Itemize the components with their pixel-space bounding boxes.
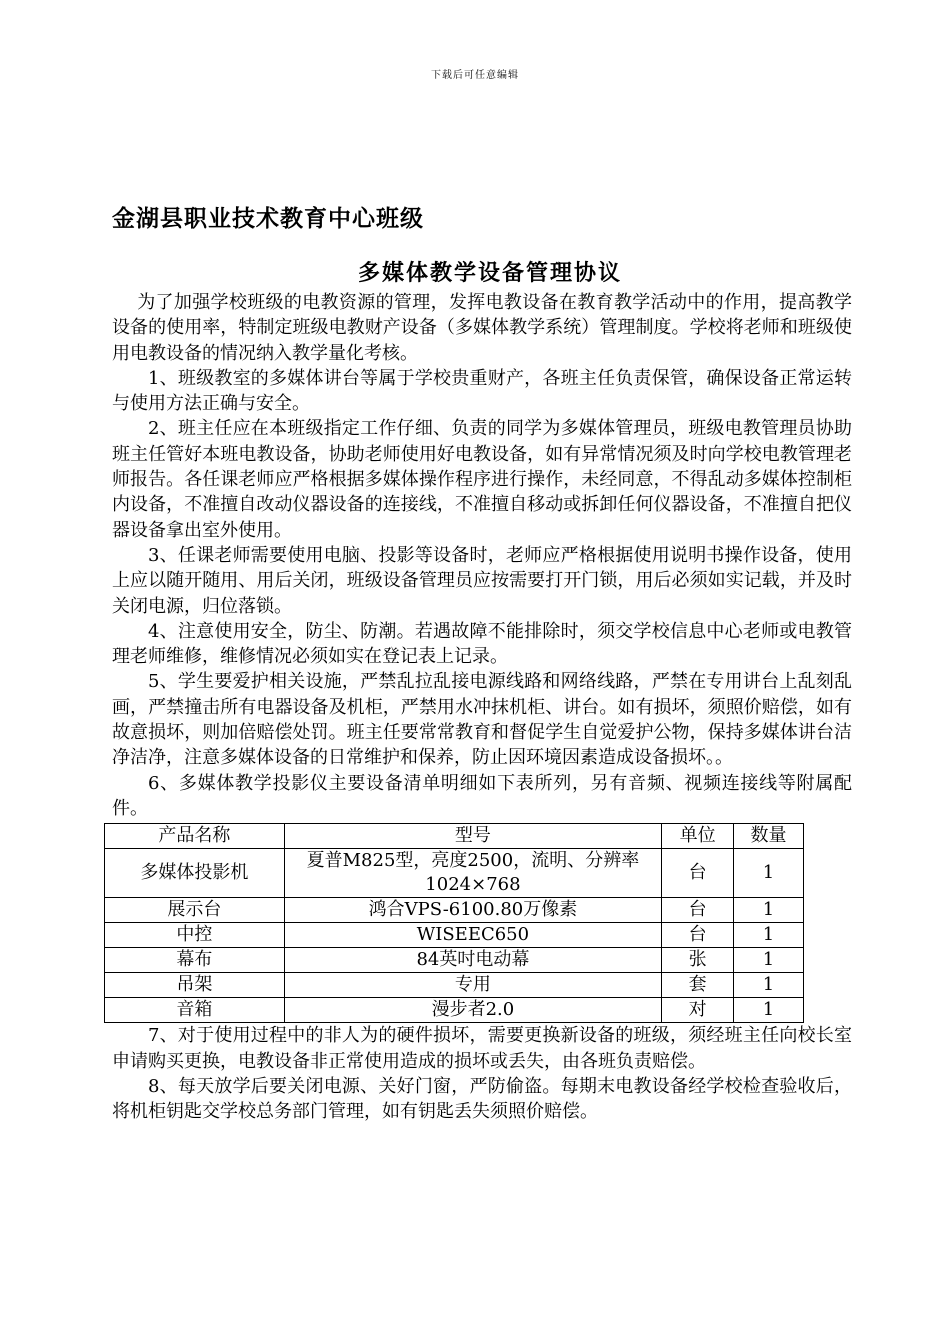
table-row <box>105 948 804 973</box>
header-unit: 单位 <box>662 824 734 849</box>
cell-model: 专用 <box>284 973 661 998</box>
table-row <box>105 973 804 998</box>
cell-model: 鸿合VPS-6100.80万像素 <box>284 898 661 923</box>
cell-unit: 台 <box>662 849 734 898</box>
cell-product: 展示台 <box>105 898 285 923</box>
header-quantity: 数量 <box>734 824 804 849</box>
cell-quantity: 1 <box>734 973 804 998</box>
cell-unit: 套 <box>662 973 734 998</box>
cell-model: 84英吋电动幕 <box>284 948 661 973</box>
clause-8: 8、每天放学后要关闭电源、关好门窗，严防偷盗。每期末电教设备经学校检查验收后，将机柜钥匙交学校总务部门管理，如有钥匙丢失须照价赔偿。 <box>112 1075 852 1123</box>
clause-6: 6、多媒体教学投影仪主要设备清单明细如下表所列，另有音频、视频连接线等附属配件。 <box>112 772 852 819</box>
cell-unit: 张 <box>662 948 734 973</box>
document-title-line2: 多媒体教学设备管理协议 <box>357 261 622 286</box>
equipment-table <box>104 823 804 1023</box>
cell-product: 中控 <box>105 923 285 948</box>
cell-quantity: 1 <box>734 923 804 948</box>
cell-product: 幕布 <box>105 948 285 973</box>
cell-unit: 台 <box>662 898 734 923</box>
clause-4: 4、注意使用安全，防尘、防潮。若遇故障不能排除时，须交学校信息中心老师或电教管理老师维修，维修情况必须如实在登记表上记录。 <box>112 620 852 668</box>
cell-product: 音箱 <box>105 998 285 1023</box>
table-row <box>105 923 804 948</box>
table-row <box>105 849 804 898</box>
clause-3: 3、任课老师需要使用电脑、投影等设备时，老师应严格根据使用说明书操作设备，使用上应以随开随用、用后关闭，班级设备管理员应按需要打开门锁，用后必须如实记载，并及时关闭电源，归位落锁。 <box>112 544 852 617</box>
cell-quantity: 1 <box>734 849 804 898</box>
clause-7: 7、对于使用过程中的非人为的硬件损坏，需要更换新设备的班级，须经班主任向校长室申请购买更换，电教设备非正常使用造成的损坏或丢失，由各班负责赔偿。 <box>112 1025 852 1072</box>
cell-quantity: 1 <box>734 948 804 973</box>
table-row <box>105 998 804 1023</box>
cell-model: 夏普M825型，亮度2500，流明、分辨率1024×768 <box>284 849 661 898</box>
cell-unit: 台 <box>662 923 734 948</box>
cell-product: 多媒体投影机 <box>105 849 285 898</box>
document-body <box>112 290 852 1124</box>
intro-paragraph: 为了加强学校班级的电教资源的管理，发挥电教设备在教育教学活动中的作用，提高教学设备的使用率，特制定班级电教财产设备（多媒体教学系统）管理制度。学校将老师和班级使用电教设备的情况纳入教学量化考核。 <box>112 292 852 364</box>
table-row <box>105 898 804 923</box>
header-note: 下载后可任意编辑 <box>431 70 519 81</box>
cell-model: 漫步者2.0 <box>284 998 661 1023</box>
document-title-line1: 金湖县职业技术教育中心班级 <box>112 206 424 232</box>
cell-model: WISEEC650 <box>284 923 661 948</box>
clause-5: 5、学生要爱护相关设施，严禁乱拉乱接电源线路和网络线路，严禁在专用讲台上乱刻乱画，严禁撞击所有电器设备及机柜，严禁用水冲抹机柜、讲台。如有损坏，须照价赔偿，如有故意损坏，则加倍赔偿处罚。班主任要常常教育和督促学生自觉爱护公物，保持多媒体讲台洁净洁净，注意多媒体设备的日常维护和保养，防止因环境因素造成设备损坏。。 <box>112 671 852 769</box>
cell-quantity: 1 <box>734 998 804 1023</box>
clause-1: 1、班级教室的多媒体讲台等属于学校贵重财产，各班主任负责保管，确保设备正常运转与使用方法正确与安全。 <box>112 367 852 415</box>
cell-product: 吊架 <box>105 973 285 998</box>
table-header-row <box>105 824 804 849</box>
header-product-name: 产品名称 <box>105 824 285 849</box>
header-model: 型号 <box>284 824 661 849</box>
cell-quantity: 1 <box>734 898 804 923</box>
clause-2: 2、班主任应在本班级指定工作仔细、负责的同学为多媒体管理员，班级电教管理员协助班主任管好本班电教设备，协助老师使用好电教设备，如有异常情况须及时向学校电教管理老师报告。各任课老师应严格根据多媒体操作程序进行操作，未经同意，不得乱动多媒体控制柜内设备，不准擅自改动仪器设备的连接线，不准擅自移动或拆卸任何仪器设备，不准擅自把仪器设备拿出室外使用。 <box>112 418 852 541</box>
cell-unit: 对 <box>662 998 734 1023</box>
